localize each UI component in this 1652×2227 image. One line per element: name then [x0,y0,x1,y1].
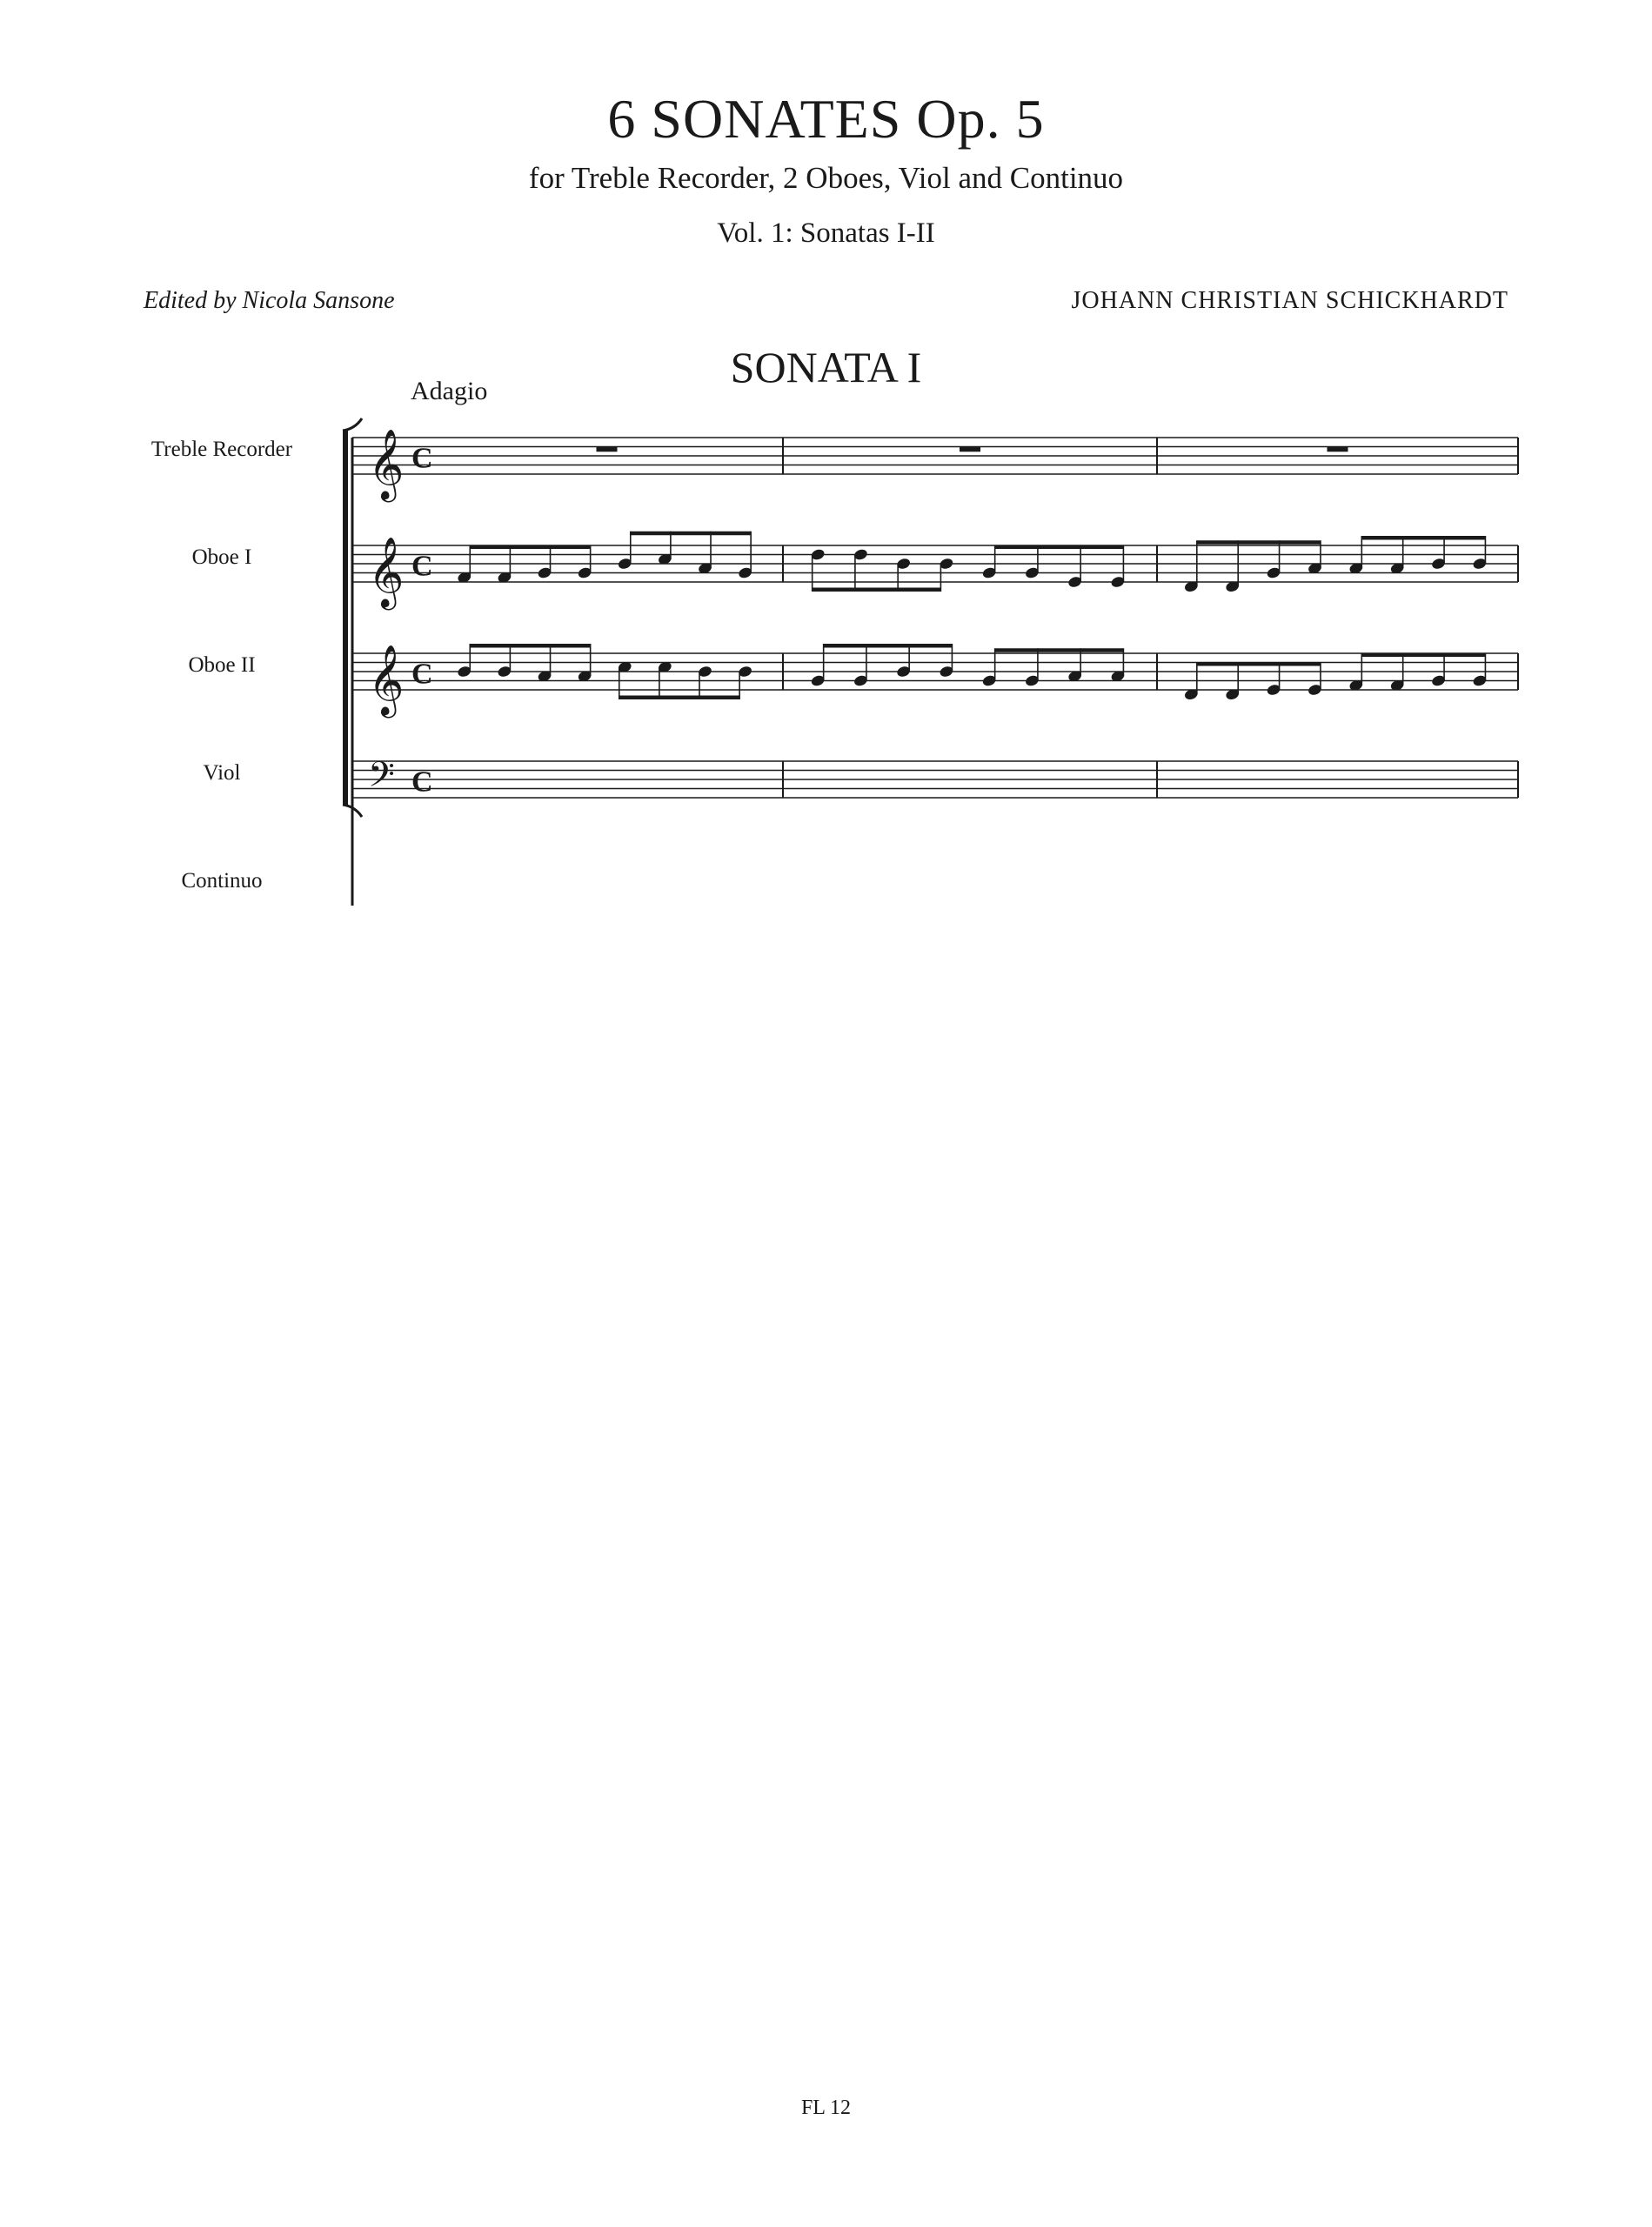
note-beam [1197,662,1321,666]
treble-clef-icon: 𝄞 [368,431,405,498]
treble-clef-icon: 𝄞 [368,647,405,714]
page-footer: FL 12 [800,2097,852,2119]
editor-credit: Edited by Nicola Sansone [144,287,395,314]
sonata-title: SONATA I [730,343,922,391]
note-beam [631,532,751,536]
instrument-label-viol: Viol [203,761,241,785]
note-beam [470,644,590,648]
note-beam [619,696,739,700]
bracket-top-hook [343,418,362,431]
instrument-label-oboe-2: Oboe II [188,653,256,677]
score-title: 6 SONATES Op. 5 [607,88,1045,150]
note-beam [995,648,1124,652]
note-beam [995,545,1124,550]
note-beam [1361,536,1485,540]
treble-clef-icon: 𝄞 [368,539,405,606]
note-beam [813,588,941,592]
whole-rest [597,447,618,452]
note-beam [824,644,953,648]
note-beam [1361,653,1485,658]
instrument-label-treble-recorder: Treble Recorder [150,438,293,461]
whole-rest [1328,447,1348,452]
instrument-label-oboe-1: Oboe I [191,545,252,569]
instrument-label-continuo: Continuo [181,869,263,893]
tempo-marking: Adagio [411,377,488,405]
note-beam [1197,540,1321,545]
time-signature: C [411,658,433,691]
composer-name: JOHANN CHRISTIAN SCHICKHARDT [1071,287,1508,314]
whole-rest [960,447,980,452]
bass-clef-icon: 𝄢 [368,756,395,803]
time-signature: C [411,766,433,799]
time-signature: C [411,442,433,475]
volume-label: Vol. 1: Sonatas I-II [717,217,935,249]
time-signature: C [411,550,433,583]
score-subtitle: for Treble Recorder, 2 Oboes, Viol and Continuo [528,161,1124,195]
note-beam [470,545,590,550]
